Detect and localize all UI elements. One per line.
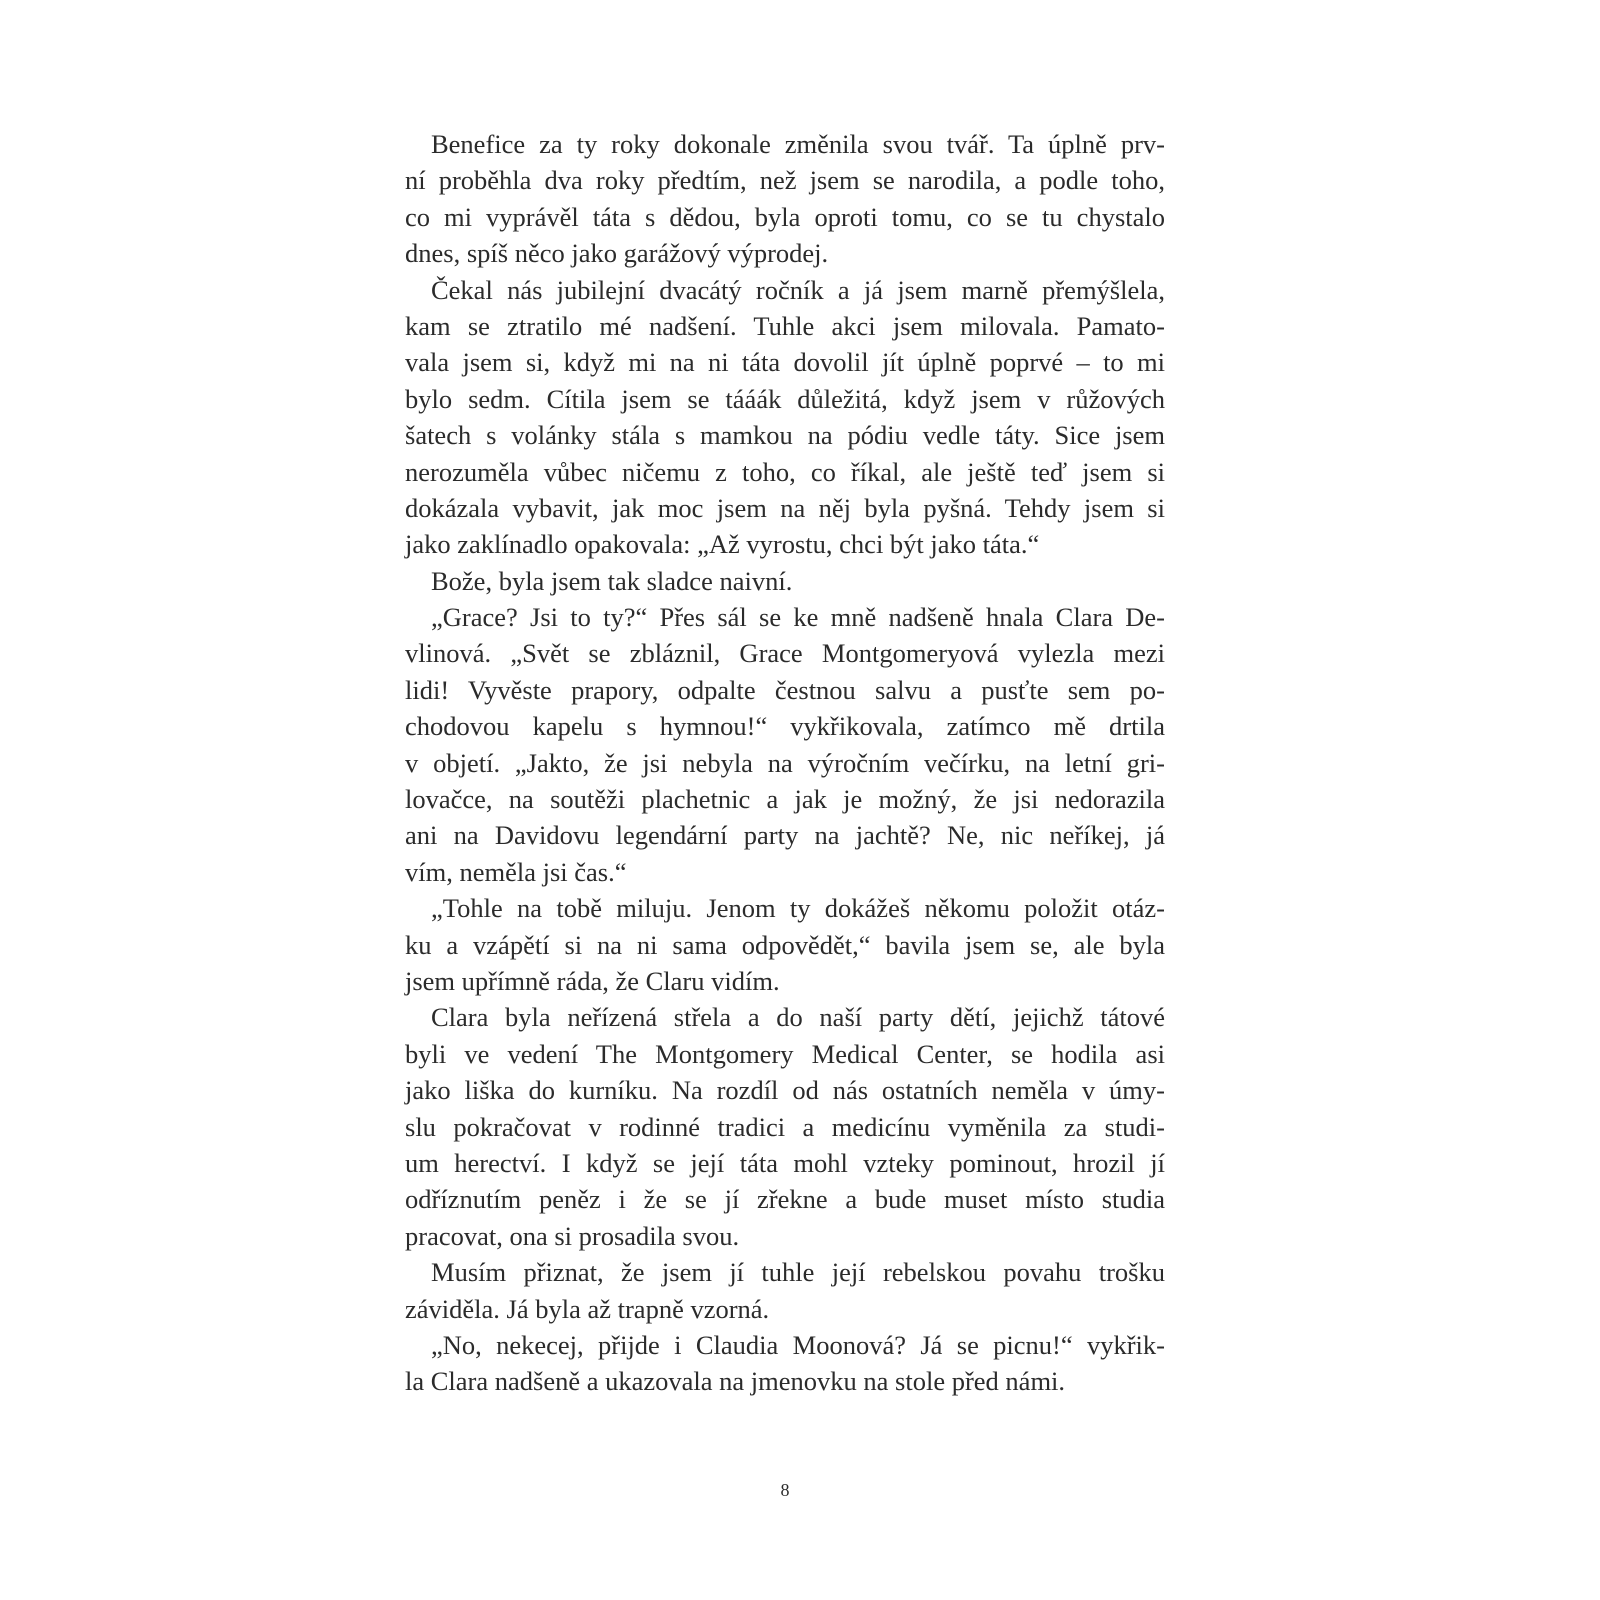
body-text [405, 126, 1165, 1400]
text-line: Čekal nás jubilejní dvacátý ročník a já jsem marně přemýšlela, [431, 274, 1165, 305]
text-line: vím, neměla jsi čas.“ [405, 856, 627, 887]
paragraph [405, 272, 1165, 563]
text-line: kam se ztratilo mé nadšení. Tuhle akci jsem milovala. Pamato- [405, 310, 1165, 341]
text-line: v objetí. „Jakto, že jsi nebyla na výročním večírku, na letní gri- [405, 747, 1165, 778]
text-line: záviděla. Já byla až trapně vzorná. [405, 1293, 770, 1324]
paragraph [405, 1254, 1165, 1327]
text-line: Clara byla neřízená střela a do naší party dětí, jejichž tátové [431, 1002, 1165, 1033]
text-line: „Tohle na tobě miluju. Jenom ty dokážeš někomu položit otáz- [431, 893, 1165, 924]
paragraph [405, 126, 1165, 272]
text-line: „Grace? Jsi to ty?“ Přes sál se ke mně nadšeně hnala Clara De- [431, 602, 1165, 633]
text-line: um herectví. I když se její táta mohl vzteky pominout, hrozil jí [405, 1147, 1165, 1178]
text-line: chodovou kapelu s hymnou!“ vykřikovala, zatímco mě drtila [405, 711, 1165, 742]
text-line: odříznutím peněz i že se jí zřekne a bude muset místo studia [405, 1184, 1165, 1215]
text-line: lovačce, na soutěži plachetnic a jak je možný, že jsi nedorazila [405, 784, 1165, 815]
page-number: 8 [780, 1480, 790, 1500]
paragraph [405, 1327, 1165, 1400]
text-line: Musím přiznat, že jsem jí tuhle její rebelskou povahu trošku [431, 1257, 1165, 1288]
paragraph [405, 999, 1165, 1254]
text-line: ní proběhla dva roky předtím, než jsem se narodila, a podle toho, [405, 165, 1165, 196]
paragraph [405, 599, 1165, 890]
text-line: Benefice za ty roky dokonale změnila svou tvář. Ta úplně prv- [431, 129, 1165, 159]
text-line: co mi vyprávěl táta s dědou, byla oproti tomu, co se tu chystalo [405, 201, 1165, 232]
text-line: lidi! Vyvěste prapory, odpalte čestnou salvu a pusťte sem po- [405, 674, 1165, 705]
text-line: vlinová. „Svět se zbláznil, Grace Montgomeryová vylezla mezi [405, 638, 1165, 669]
text-line: ku a vzápětí si na ni sama odpovědět,“ bavila jsem se, ale byla [405, 929, 1165, 960]
text-line: jako liška do kurníku. Na rozdíl od nás ostatních neměla v úmy- [405, 1075, 1165, 1106]
text-line: ani na Davidovu legendární party na jachtě? Ne, nic neříkej, já [405, 820, 1165, 851]
text-line: šatech s volánky stála s mamkou na pódiu vedle táty. Sice jsem [405, 420, 1165, 451]
text-line: „No, nekecej, přijde i Claudia Moonová? Já se picnu!“ vykřik- [431, 1329, 1165, 1360]
text-line: vala jsem si, když mi na ni táta dovolil jít úplně poprvé – to mi [405, 347, 1165, 378]
paragraph [405, 890, 1165, 999]
text-line: dokázala vybavit, jak moc jsem na něj byla pyšná. Tehdy jsem si [405, 492, 1165, 523]
text-line: pracovat, ona si prosadila svou. [405, 1220, 740, 1251]
text-line: byli ve vedení The Montgomery Medical Center, se hodila asi [405, 1038, 1165, 1069]
text-line: dnes, spíš něco jako garážový výprodej. [405, 238, 829, 269]
text-line: jako zaklínadlo opakovala: „Až vyrostu, chci být jako táta.“ [405, 529, 1040, 560]
text-line: slu pokračovat v rodinné tradici a medicínu vyměnila za studi- [405, 1111, 1165, 1142]
text-line: nerozuměla vůbec ničemu z toho, co říkal, ale ještě teď jsem si [405, 456, 1165, 487]
paragraph [405, 563, 1165, 599]
text-line: bylo sedm. Cítila jsem se tááák důležitá, když jsem v růžových [405, 383, 1165, 414]
text-line: Bože, byla jsem tak sladce naivní. [431, 565, 793, 596]
text-line: jsem upřímně ráda, že Claru vidím. [405, 965, 780, 996]
text-line: la Clara nadšeně a ukazovala na jmenovku na stole před námi. [405, 1366, 1066, 1397]
